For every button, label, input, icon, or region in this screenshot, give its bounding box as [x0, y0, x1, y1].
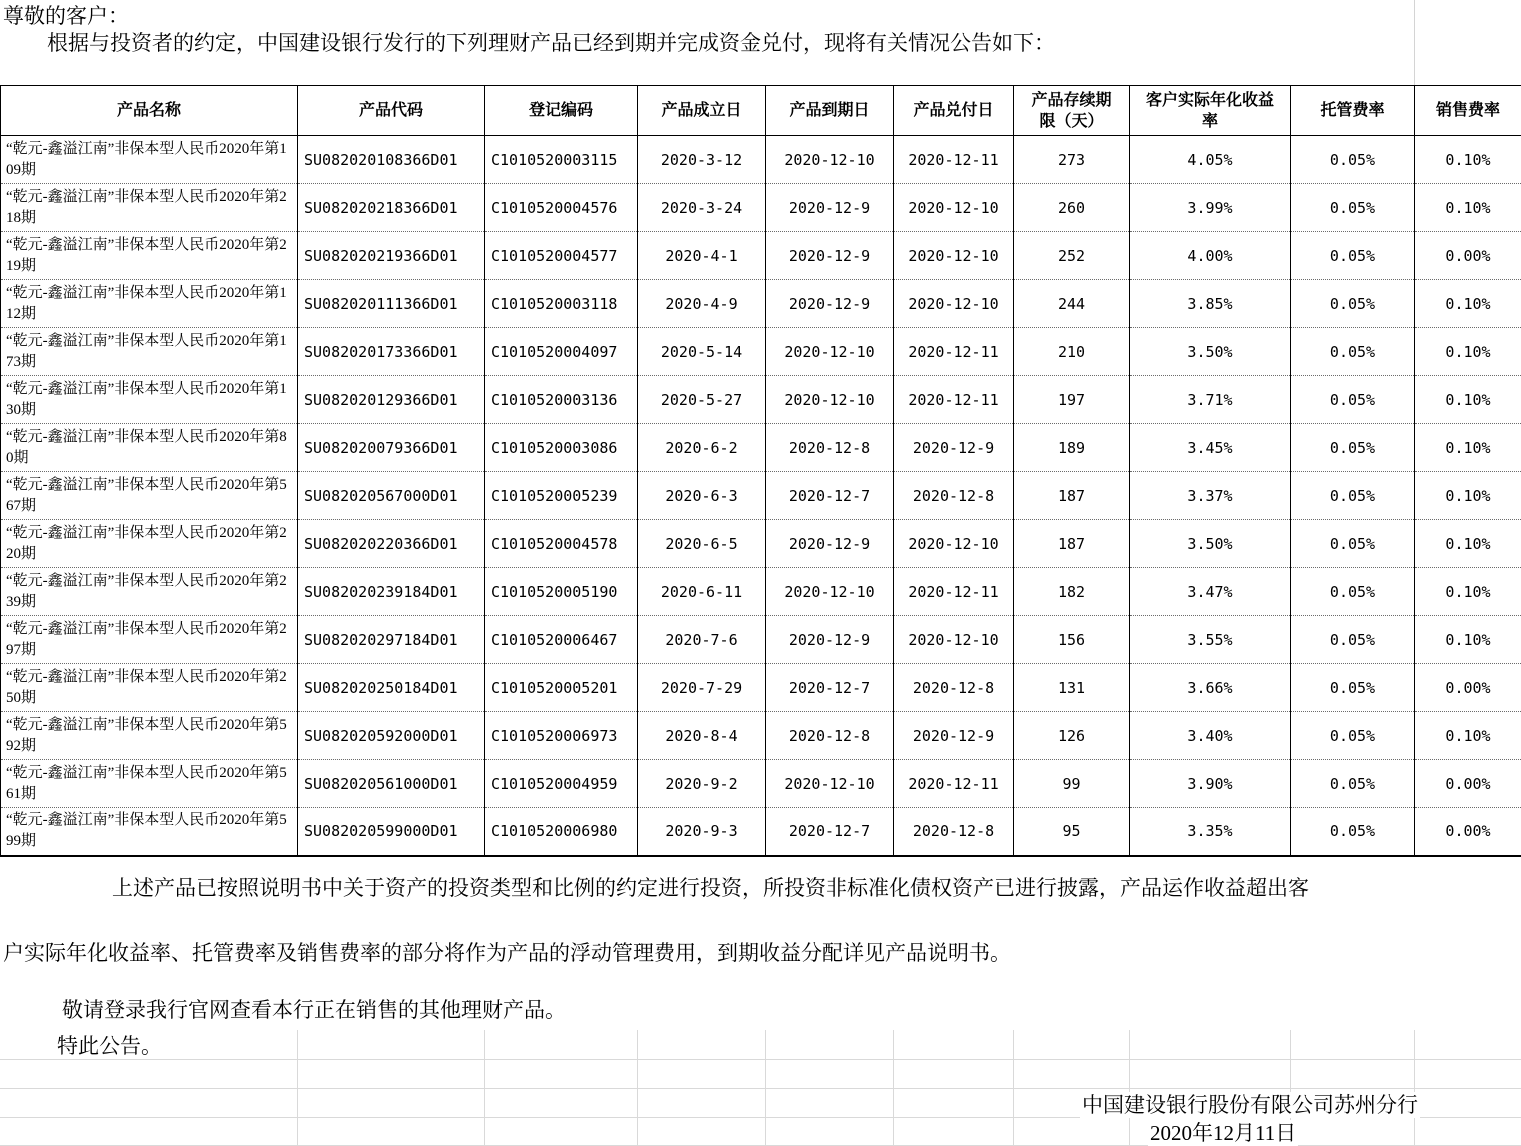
maturity-date-cell: 2020-12-10	[766, 136, 894, 184]
annualized-return-cell: 3.99%	[1130, 184, 1291, 232]
header-maturity-date: 产品到期日	[766, 86, 894, 136]
custody-fee-cell: 0.05%	[1291, 328, 1415, 376]
duration-days-cell: 210	[1014, 328, 1130, 376]
registration-code-cell: C1010520004959	[485, 760, 638, 808]
duration-days-cell: 189	[1014, 424, 1130, 472]
announcement-date: 2020年12月11日	[1150, 1121, 1297, 1145]
product-name-cell: “乾元-鑫溢江南”非保本型人民币2020年第239期	[1, 568, 298, 616]
maturity-date-cell: 2020-12-7	[766, 664, 894, 712]
table-row	[1, 520, 1521, 568]
header-product-code: 产品代码	[298, 86, 485, 136]
sales-fee-cell: 0.10%	[1415, 472, 1521, 520]
custody-fee-cell: 0.05%	[1291, 520, 1415, 568]
redemption-date-cell: 2020-12-11	[894, 376, 1014, 424]
duration-days-cell: 252	[1014, 232, 1130, 280]
redemption-date-cell: 2020-12-10	[894, 616, 1014, 664]
table-row	[1, 424, 1521, 472]
product-code-cell: SU082020218366D01	[298, 184, 485, 232]
duration-days-cell: 273	[1014, 136, 1130, 184]
disclosure-line-1: 上述产品已按照说明书中关于资产的投资类型和比例的约定进行投资，所投资非标准化债权资产已进行披露，产品运作收益超出客	[112, 876, 1309, 900]
registration-code-cell: C1010520003136	[485, 376, 638, 424]
maturity-date-cell: 2020-12-10	[766, 760, 894, 808]
redemption-date-cell: 2020-12-10	[894, 184, 1014, 232]
duration-days-cell: 126	[1014, 712, 1130, 760]
maturity-date-cell: 2020-12-10	[766, 376, 894, 424]
duration-days-cell: 131	[1014, 664, 1130, 712]
product-name-cell: “乾元-鑫溢江南”非保本型人民币2020年第220期	[1, 520, 298, 568]
redemption-date-cell: 2020-12-9	[894, 424, 1014, 472]
redemption-date-cell: 2020-12-11	[894, 328, 1014, 376]
product-name-cell: “乾元-鑫溢江南”非保本型人民币2020年第297期	[1, 616, 298, 664]
custody-fee-cell: 0.05%	[1291, 616, 1415, 664]
registration-code-cell: C1010520003086	[485, 424, 638, 472]
registration-code-cell: C1010520004576	[485, 184, 638, 232]
intro-paragraph: 根据与投资者的约定，中国建设银行发行的下列理财产品已经到期并完成资金兑付，现将有关情况公告如下：	[47, 31, 1055, 55]
maturity-date-cell: 2020-12-9	[766, 280, 894, 328]
header-annualized-return: 客户实际年化收益率	[1130, 86, 1291, 136]
registration-code-cell: C1010520005190	[485, 568, 638, 616]
duration-days-cell: 187	[1014, 472, 1130, 520]
product-code-cell: SU082020297184D01	[298, 616, 485, 664]
issuer-signature: 中国建设银行股份有限公司苏州分行	[1082, 1093, 1418, 1117]
redemption-date-cell: 2020-12-8	[894, 472, 1014, 520]
table-row	[1, 808, 1521, 856]
redemption-date-cell: 2020-12-11	[894, 136, 1014, 184]
registration-code-cell: C1010520004578	[485, 520, 638, 568]
annualized-return-cell: 3.37%	[1130, 472, 1291, 520]
registration-code-cell: C1010520006467	[485, 616, 638, 664]
maturity-date-cell: 2020-12-9	[766, 184, 894, 232]
custody-fee-cell: 0.05%	[1291, 568, 1415, 616]
maturity-date-cell: 2020-12-7	[766, 808, 894, 856]
custody-fee-cell: 0.05%	[1291, 472, 1415, 520]
product-code-cell: SU082020111366D01	[298, 280, 485, 328]
establish-date-cell: 2020-6-2	[638, 424, 766, 472]
duration-days-cell: 187	[1014, 520, 1130, 568]
maturity-date-cell: 2020-12-9	[766, 520, 894, 568]
table-row	[1, 376, 1521, 424]
product-code-cell: SU082020173366D01	[298, 328, 485, 376]
header-custody-fee: 托管费率	[1291, 86, 1415, 136]
sales-fee-cell: 0.10%	[1415, 616, 1521, 664]
table-header-row	[1, 86, 1521, 136]
table-row	[1, 664, 1521, 712]
sales-fee-cell: 0.10%	[1415, 712, 1521, 760]
other-products-note: 敬请登录我行官网查看本行正在销售的其他理财产品。	[62, 998, 566, 1022]
redemption-date-cell: 2020-12-11	[894, 760, 1014, 808]
sales-fee-cell: 0.10%	[1415, 136, 1521, 184]
annualized-return-cell: 3.85%	[1130, 280, 1291, 328]
annualized-return-cell: 3.45%	[1130, 424, 1291, 472]
product-name-cell: “乾元-鑫溢江南”非保本型人民币2020年第80期	[1, 424, 298, 472]
greeting-text: 尊敬的客户：	[3, 4, 129, 28]
redemption-date-cell: 2020-12-8	[894, 808, 1014, 856]
duration-days-cell: 156	[1014, 616, 1130, 664]
product-code-cell: SU082020220366D01	[298, 520, 485, 568]
annualized-return-cell: 3.66%	[1130, 664, 1291, 712]
redemption-date-cell: 2020-12-10	[894, 280, 1014, 328]
sales-fee-cell: 0.00%	[1415, 808, 1521, 856]
redemption-date-cell: 2020-12-11	[894, 568, 1014, 616]
maturity-date-cell: 2020-12-9	[766, 232, 894, 280]
disclosure-line-2: 户实际年化收益率、托管费率及销售费率的部分将作为产品的浮动管理费用，到期收益分配详见产品说明书。	[3, 941, 1011, 965]
table-row	[1, 616, 1521, 664]
establish-date-cell: 2020-6-11	[638, 568, 766, 616]
custody-fee-cell: 0.05%	[1291, 232, 1415, 280]
annualized-return-cell: 3.47%	[1130, 568, 1291, 616]
header-registration-code: 登记编码	[485, 86, 638, 136]
sales-fee-cell: 0.10%	[1415, 280, 1521, 328]
establish-date-cell: 2020-3-24	[638, 184, 766, 232]
table-row	[1, 712, 1521, 760]
establish-date-cell: 2020-5-14	[638, 328, 766, 376]
header-sales-fee: 销售费率	[1415, 86, 1521, 136]
product-code-cell: SU082020250184D01	[298, 664, 485, 712]
product-table	[0, 85, 1521, 857]
table-row	[1, 760, 1521, 808]
header-product-name: 产品名称	[1, 86, 298, 136]
sales-fee-cell: 0.00%	[1415, 232, 1521, 280]
maturity-date-cell: 2020-12-9	[766, 616, 894, 664]
product-code-cell: SU082020079366D01	[298, 424, 485, 472]
product-name-cell: “乾元-鑫溢江南”非保本型人民币2020年第218期	[1, 184, 298, 232]
redemption-date-cell: 2020-12-10	[894, 520, 1014, 568]
table-row	[1, 472, 1521, 520]
redemption-date-cell: 2020-12-8	[894, 664, 1014, 712]
sales-fee-cell: 0.10%	[1415, 520, 1521, 568]
product-code-cell: SU082020561000D01	[298, 760, 485, 808]
product-code-cell: SU082020592000D01	[298, 712, 485, 760]
product-name-cell: “乾元-鑫溢江南”非保本型人民币2020年第130期	[1, 376, 298, 424]
annualized-return-cell: 4.00%	[1130, 232, 1291, 280]
product-name-cell: “乾元-鑫溢江南”非保本型人民币2020年第561期	[1, 760, 298, 808]
registration-code-cell: C1010520003118	[485, 280, 638, 328]
annualized-return-cell: 3.50%	[1130, 328, 1291, 376]
establish-date-cell: 2020-9-3	[638, 808, 766, 856]
sales-fee-cell: 0.10%	[1415, 568, 1521, 616]
sales-fee-cell: 0.00%	[1415, 664, 1521, 712]
table-row	[1, 136, 1521, 184]
header-redemption-date: 产品兑付日	[894, 86, 1014, 136]
product-code-cell: SU082020567000D01	[298, 472, 485, 520]
redemption-date-cell: 2020-12-10	[894, 232, 1014, 280]
maturity-date-cell: 2020-12-8	[766, 712, 894, 760]
product-name-cell: “乾元-鑫溢江南”非保本型人民币2020年第173期	[1, 328, 298, 376]
product-code-cell: SU082020239184D01	[298, 568, 485, 616]
maturity-date-cell: 2020-12-10	[766, 328, 894, 376]
sales-fee-cell: 0.10%	[1415, 424, 1521, 472]
custody-fee-cell: 0.05%	[1291, 280, 1415, 328]
sales-fee-cell: 0.10%	[1415, 328, 1521, 376]
product-name-cell: “乾元-鑫溢江南”非保本型人民币2020年第112期	[1, 280, 298, 328]
registration-code-cell: C1010520005201	[485, 664, 638, 712]
closing-statement: 特此公告。	[57, 1034, 162, 1058]
sales-fee-cell: 0.10%	[1415, 184, 1521, 232]
product-name-cell: “乾元-鑫溢江南”非保本型人民币2020年第592期	[1, 712, 298, 760]
table-row	[1, 568, 1521, 616]
duration-days-cell: 197	[1014, 376, 1130, 424]
custody-fee-cell: 0.05%	[1291, 136, 1415, 184]
custody-fee-cell: 0.05%	[1291, 184, 1415, 232]
establish-date-cell: 2020-6-3	[638, 472, 766, 520]
establish-date-cell: 2020-4-1	[638, 232, 766, 280]
product-code-cell: SU082020219366D01	[298, 232, 485, 280]
product-name-cell: “乾元-鑫溢江南”非保本型人民币2020年第109期	[1, 136, 298, 184]
sales-fee-cell: 0.10%	[1415, 376, 1521, 424]
registration-code-cell: C1010520006973	[485, 712, 638, 760]
annualized-return-cell: 3.71%	[1130, 376, 1291, 424]
annualized-return-cell: 3.35%	[1130, 808, 1291, 856]
gridline	[0, 1059, 1521, 1060]
table-row	[1, 280, 1521, 328]
annualized-return-cell: 4.05%	[1130, 136, 1291, 184]
gridline	[0, 1088, 1521, 1089]
table-row	[1, 328, 1521, 376]
establish-date-cell: 2020-8-4	[638, 712, 766, 760]
annualized-return-cell: 3.50%	[1130, 520, 1291, 568]
annualized-return-cell: 3.55%	[1130, 616, 1291, 664]
custody-fee-cell: 0.05%	[1291, 760, 1415, 808]
duration-days-cell: 182	[1014, 568, 1130, 616]
header-duration-days: 产品存续期限（天）	[1014, 86, 1130, 136]
maturity-date-cell: 2020-12-8	[766, 424, 894, 472]
custody-fee-cell: 0.05%	[1291, 424, 1415, 472]
table-row	[1, 184, 1521, 232]
establish-date-cell: 2020-5-27	[638, 376, 766, 424]
registration-code-cell: C1010520004097	[485, 328, 638, 376]
custody-fee-cell: 0.05%	[1291, 712, 1415, 760]
establish-date-cell: 2020-3-12	[638, 136, 766, 184]
duration-days-cell: 260	[1014, 184, 1130, 232]
establish-date-cell: 2020-7-29	[638, 664, 766, 712]
maturity-date-cell: 2020-12-7	[766, 472, 894, 520]
duration-days-cell: 99	[1014, 760, 1130, 808]
redemption-date-cell: 2020-12-9	[894, 712, 1014, 760]
maturity-date-cell: 2020-12-10	[766, 568, 894, 616]
duration-days-cell: 95	[1014, 808, 1130, 856]
registration-code-cell: C1010520003115	[485, 136, 638, 184]
establish-date-cell: 2020-4-9	[638, 280, 766, 328]
duration-days-cell: 244	[1014, 280, 1130, 328]
annualized-return-cell: 3.90%	[1130, 760, 1291, 808]
header-establish-date: 产品成立日	[638, 86, 766, 136]
product-name-cell: “乾元-鑫溢江南”非保本型人民币2020年第250期	[1, 664, 298, 712]
product-code-cell: SU082020599000D01	[298, 808, 485, 856]
product-name-cell: “乾元-鑫溢江南”非保本型人民币2020年第599期	[1, 808, 298, 856]
custody-fee-cell: 0.05%	[1291, 664, 1415, 712]
table-row	[1, 232, 1521, 280]
registration-code-cell: C1010520005239	[485, 472, 638, 520]
annualized-return-cell: 3.40%	[1130, 712, 1291, 760]
establish-date-cell: 2020-7-6	[638, 616, 766, 664]
custody-fee-cell: 0.05%	[1291, 376, 1415, 424]
registration-code-cell: C1010520006980	[485, 808, 638, 856]
product-name-cell: “乾元-鑫溢江南”非保本型人民币2020年第219期	[1, 232, 298, 280]
product-name-cell: “乾元-鑫溢江南”非保本型人民币2020年第567期	[1, 472, 298, 520]
custody-fee-cell: 0.05%	[1291, 808, 1415, 856]
sales-fee-cell: 0.00%	[1415, 760, 1521, 808]
registration-code-cell: C1010520004577	[485, 232, 638, 280]
product-code-cell: SU082020108366D01	[298, 136, 485, 184]
establish-date-cell: 2020-6-5	[638, 520, 766, 568]
gridline	[1414, 0, 1415, 85]
product-code-cell: SU082020129366D01	[298, 376, 485, 424]
establish-date-cell: 2020-9-2	[638, 760, 766, 808]
